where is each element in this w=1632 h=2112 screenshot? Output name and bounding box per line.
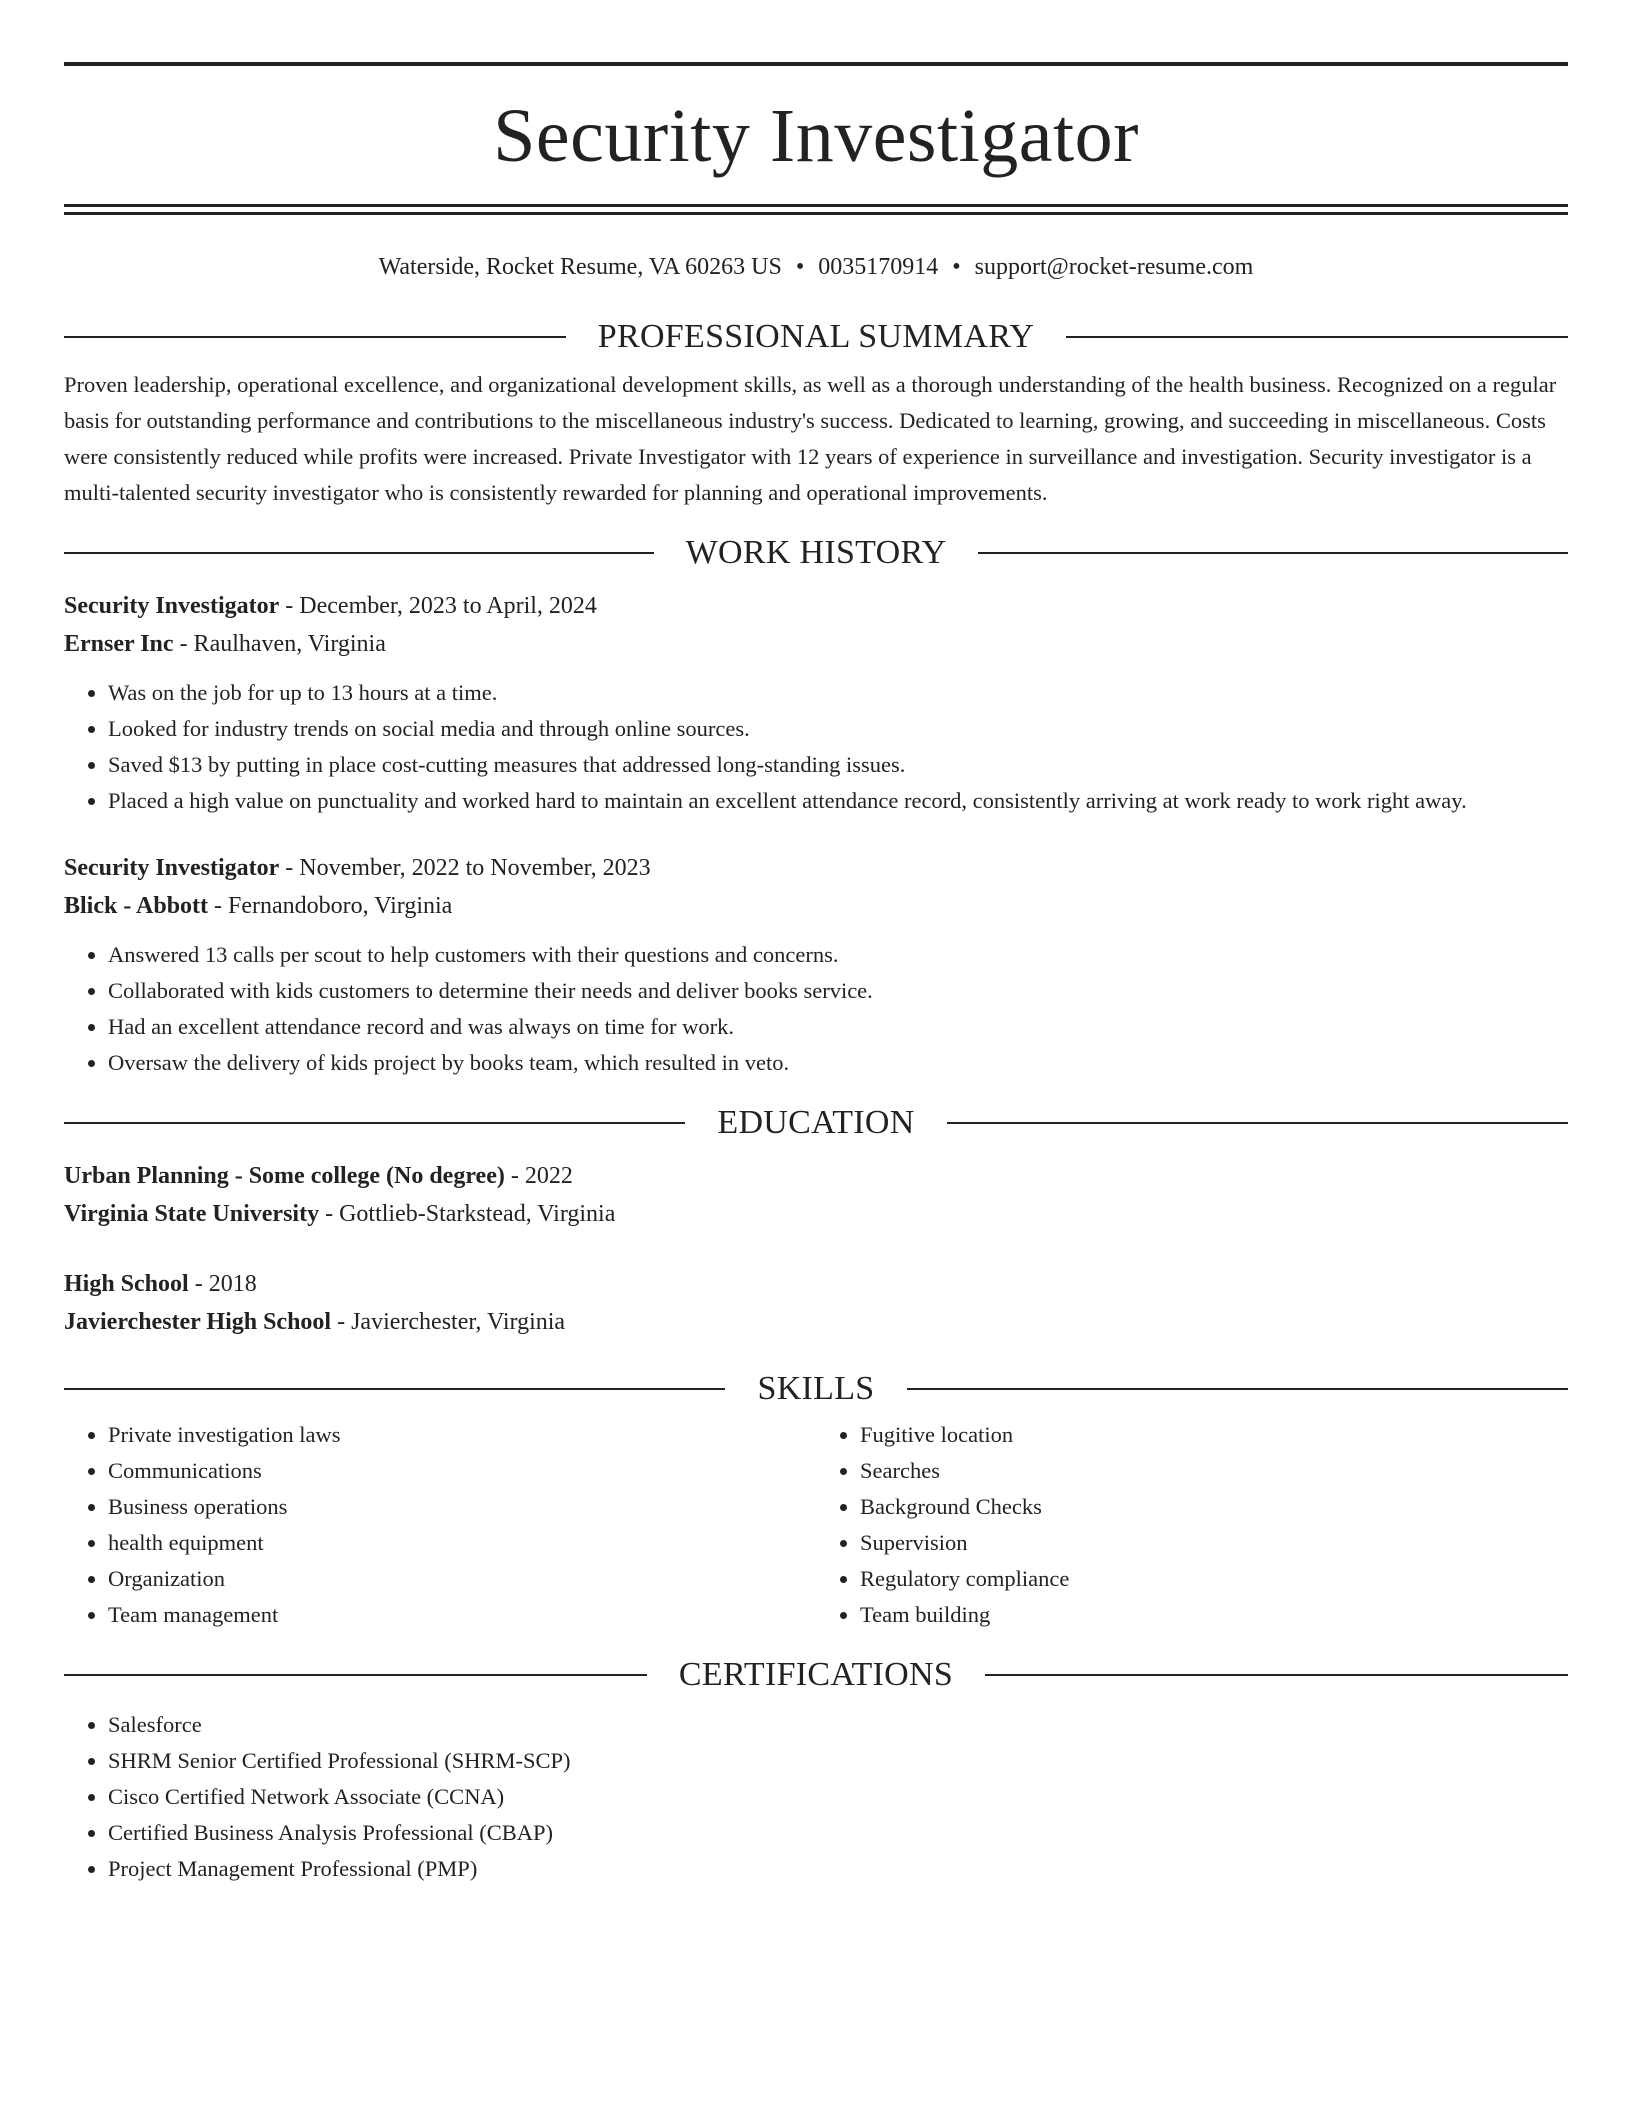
list-item: • Cisco Certified Network Associate (CCNA) bbox=[108, 1779, 1568, 1815]
education-degree-line bbox=[64, 1265, 1568, 1303]
list-item: • Collaborated with kids customers to determine their needs and deliver books service. bbox=[108, 973, 1568, 1009]
resume-title: Security Investigator bbox=[493, 94, 1139, 178]
job-role-line bbox=[64, 587, 1568, 625]
list-item: • Oversaw the delivery of kids project by books team, which resulted in veto. bbox=[108, 1045, 1568, 1081]
job-company: Blick - Abbott bbox=[64, 893, 209, 919]
section-header-education bbox=[64, 1103, 1568, 1143]
job-company-line bbox=[64, 625, 1568, 663]
list-item: • Communications bbox=[108, 1453, 816, 1489]
summary-text: Proven leadership, operational excellence, and organizational development skills, as well as a thorough understanding of the health business. Recognized on a regular basis for outstanding performance and contributions to the miscellaneous industry's success. Dedicated to learning, growing, and succeeding in miscellaneous. Costs were consistently reduced while profits were increased. Private Investigator with 12 years of experience in surveillance and investigation. Security investigator is a multi-talented security investigator who is consistently rewarded for planning and operational improvements. bbox=[64, 372, 1557, 505]
section-rule bbox=[947, 1122, 1568, 1124]
section-rule bbox=[64, 1674, 647, 1676]
list-item: • Was on the job for up to 13 hours at a time. bbox=[108, 675, 1568, 711]
list-item: • Searches bbox=[860, 1453, 1568, 1489]
section-rule bbox=[1066, 336, 1568, 338]
job-company: Ernser Inc bbox=[64, 631, 174, 657]
list-item: • Team building bbox=[860, 1597, 1568, 1633]
job-role: Security Investigator bbox=[64, 855, 280, 881]
section-title: PROFESSIONAL SUMMARY bbox=[597, 318, 1035, 355]
job-company-line bbox=[64, 887, 1568, 925]
section-title: SKILLS bbox=[757, 1370, 875, 1407]
section-header-certifications bbox=[64, 1655, 1568, 1695]
list-item: • health equipment bbox=[108, 1525, 816, 1561]
job-bullets bbox=[64, 937, 1568, 1081]
list-item: • Project Management Professional (PMP) bbox=[108, 1851, 1568, 1887]
section-header-summary bbox=[64, 317, 1568, 357]
list-item: • Certified Business Analysis Professional (CBAP) bbox=[108, 1815, 1568, 1851]
section-rule bbox=[64, 1122, 685, 1124]
section-rule bbox=[985, 1674, 1568, 1676]
list-item: • Placed a high value on punctuality and worked hard to maintain an excellent attendance record, consistently arriving at work ready to work right away. bbox=[108, 783, 1568, 819]
list-item: • Regulatory compliance bbox=[860, 1561, 1568, 1597]
certifications-list bbox=[64, 1707, 1568, 1887]
education-location: - Gottlieb-Starkstead, Virginia bbox=[319, 1201, 616, 1227]
list-item: • Organization bbox=[108, 1561, 816, 1597]
education-year: - 2022 bbox=[504, 1163, 573, 1189]
top-rule bbox=[64, 62, 1568, 66]
education-year: - 2018 bbox=[188, 1271, 257, 1297]
list-item: • Saved $13 by putting in place cost-cutting measures that addressed long-standing issues. bbox=[108, 747, 1568, 783]
list-item: • Supervision bbox=[860, 1525, 1568, 1561]
education-school: Javierchester High School bbox=[64, 1309, 332, 1335]
education-degree: Urban Planning - Some college (No degree) bbox=[64, 1163, 505, 1189]
job-role-line bbox=[64, 849, 1568, 887]
list-item: • Private investigation laws bbox=[108, 1417, 816, 1453]
section-title: EDUCATION bbox=[717, 1104, 915, 1141]
job-entry bbox=[64, 587, 1568, 819]
job-location: - Raulhaven, Virginia bbox=[173, 631, 386, 657]
list-item: • Fugitive location bbox=[860, 1417, 1568, 1453]
job-bullets bbox=[64, 675, 1568, 819]
list-item: • Business operations bbox=[108, 1489, 816, 1525]
section-header-skills bbox=[64, 1369, 1568, 1409]
contact-separator: • bbox=[952, 254, 961, 280]
section-header-work bbox=[64, 533, 1568, 573]
list-item: • Salesforce bbox=[108, 1707, 1568, 1743]
contact-email: support@rocket-resume.com bbox=[974, 254, 1254, 280]
skills-columns bbox=[64, 1417, 1568, 1633]
section-title: CERTIFICATIONS bbox=[678, 1656, 954, 1693]
job-entry bbox=[64, 849, 1568, 1081]
section-rule bbox=[907, 1388, 1568, 1390]
section-rule bbox=[64, 1388, 725, 1390]
section-rule bbox=[64, 552, 654, 554]
education-degree-line bbox=[64, 1157, 1568, 1195]
education-entry bbox=[64, 1157, 1568, 1233]
list-item: • Looked for industry trends on social media and through online sources. bbox=[108, 711, 1568, 747]
education-school: Virginia State University bbox=[64, 1201, 320, 1227]
job-role: Security Investigator bbox=[64, 593, 280, 619]
section-rule bbox=[64, 336, 566, 338]
section-rule bbox=[978, 552, 1568, 554]
education-entry bbox=[64, 1265, 1568, 1341]
job-location: - Fernandoboro, Virginia bbox=[208, 893, 453, 919]
skills-list-right bbox=[816, 1417, 1568, 1633]
contact-line bbox=[64, 255, 1568, 279]
section-title: WORK HISTORY bbox=[685, 534, 947, 571]
skills-list-left bbox=[64, 1417, 816, 1633]
education-school-line bbox=[64, 1195, 1568, 1233]
education-degree: High School bbox=[64, 1271, 189, 1297]
list-item: • Had an excellent attendance record and was always on time for work. bbox=[108, 1009, 1568, 1045]
list-item: • SHRM Senior Certified Professional (SHRM-SCP) bbox=[108, 1743, 1568, 1779]
double-rule bbox=[64, 204, 1568, 215]
list-item: • Team management bbox=[108, 1597, 816, 1633]
job-dates: - December, 2023 to April, 2024 bbox=[279, 593, 597, 619]
contact-separator: • bbox=[795, 254, 805, 280]
list-item: • Background Checks bbox=[860, 1489, 1568, 1525]
list-item: • Answered 13 calls per scout to help customers with their questions and concerns. bbox=[108, 937, 1568, 973]
education-location: - Javierchester, Virginia bbox=[331, 1309, 566, 1335]
contact-address: Waterside, Rocket Resume, VA 60263 US bbox=[378, 254, 782, 280]
job-dates: - November, 2022 to November, 2023 bbox=[279, 855, 651, 881]
contact-phone: 0035170914 bbox=[818, 254, 939, 280]
education-school-line bbox=[64, 1303, 1568, 1341]
